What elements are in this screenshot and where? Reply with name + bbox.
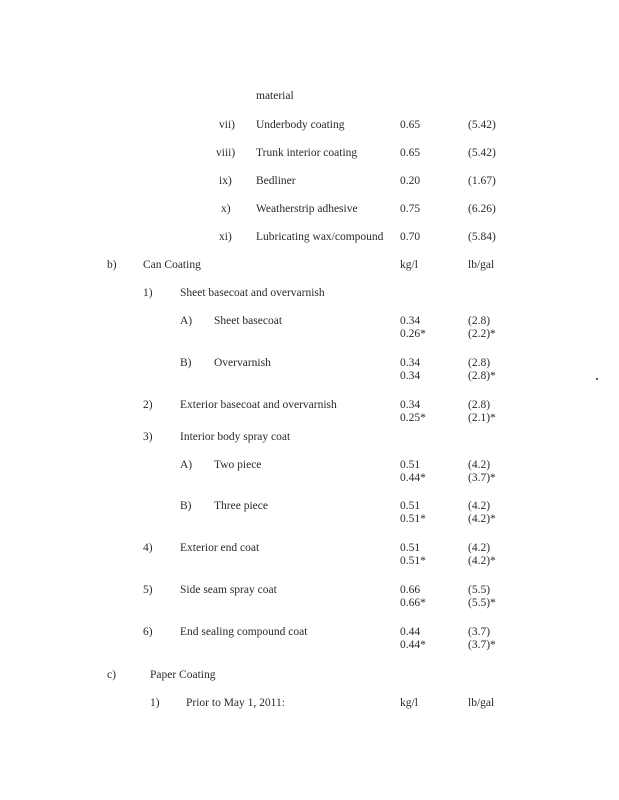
subitem-label: Sheet basecoat (214, 315, 283, 327)
value-kgl-alt: 0.44* (400, 639, 426, 651)
continued-text: material (256, 90, 294, 102)
item-label: Interior body spray coat (180, 431, 291, 443)
unit-lbgal: lb/gal (468, 259, 495, 271)
unit-lbgal: lb/gal (468, 697, 495, 709)
item-number: 1) (143, 287, 153, 299)
item-number: viii) (216, 147, 236, 159)
value-lbgal: (2.8) (468, 357, 491, 369)
value-kgl: 0.51 (400, 500, 421, 512)
item-label: Side seam spray coat (180, 584, 277, 596)
value-kgl: 0.51 (400, 459, 421, 471)
item-label: Exterior basecoat and overvarnish (180, 399, 337, 411)
value-kgl: 0.34 (400, 315, 421, 327)
value-lbgal: (1.67) (468, 175, 496, 187)
value-lbgal: (5.42) (468, 147, 496, 159)
unit-kgl: kg/l (400, 697, 418, 709)
value-lbgal-alt: (3.7)* (468, 639, 496, 651)
value-kgl: 0.34 (400, 399, 421, 411)
value-kgl: 0.51 (400, 542, 421, 554)
item-label: Sheet basecoat and overvarnish (180, 287, 325, 299)
item-number: 2) (143, 399, 153, 411)
section-title: Paper Coating (150, 669, 216, 681)
subitem-label: Overvarnish (214, 357, 271, 369)
value-lbgal: (5.42) (468, 119, 496, 131)
value-lbgal-alt: (2.8)* (468, 370, 496, 382)
value-kgl: 0.75 (400, 203, 421, 215)
value-lbgal: (6.26) (468, 203, 496, 215)
value-kgl-alt: 0.44* (400, 472, 426, 484)
item-number: 4) (143, 542, 153, 554)
item-number: 6) (143, 626, 153, 638)
value-lbgal: (2.8) (468, 315, 491, 327)
value-kgl: 0.70 (400, 231, 421, 243)
value-kgl-alt: 0.66* (400, 597, 426, 609)
item-label: Lubricating wax/compound (256, 231, 384, 243)
item-number: 5) (143, 584, 153, 596)
value-kgl: 0.44 (400, 626, 421, 638)
scan-speck (596, 378, 598, 380)
item-number: ix) (219, 175, 232, 187)
value-kgl: 0.20 (400, 175, 421, 187)
item-number: x) (221, 203, 231, 215)
value-lbgal-alt: (3.7)* (468, 472, 496, 484)
item-label: Trunk interior coating (256, 147, 358, 159)
item-label: Prior to May 1, 2011: (186, 697, 285, 709)
subitem-label: Three piece (214, 500, 268, 512)
item-number: vii) (219, 119, 235, 131)
value-lbgal-alt: (4.2)* (468, 555, 496, 567)
value-kgl: 0.34 (400, 357, 421, 369)
value-lbgal: (4.2) (468, 542, 491, 554)
unit-kgl: kg/l (400, 259, 418, 271)
value-lbgal: (5.84) (468, 231, 496, 243)
section-letter: b) (107, 259, 117, 271)
value-lbgal-alt: (2.2)* (468, 328, 496, 340)
subitem-letter: B) (180, 500, 192, 512)
value-lbgal-alt: (2.1)* (468, 412, 496, 424)
item-label: Exterior end coat (180, 542, 260, 554)
subitem-letter: A) (180, 315, 193, 327)
item-label: Weatherstrip adhesive (256, 203, 358, 215)
value-kgl-alt: 0.51* (400, 555, 426, 567)
value-lbgal: (2.8) (468, 399, 491, 411)
subitem-letter: A) (180, 459, 193, 471)
value-kgl-alt: 0.25* (400, 412, 426, 424)
subitem-label: Two piece (214, 459, 262, 471)
value-lbgal: (3.7) (468, 626, 491, 638)
item-label: Bedliner (256, 175, 296, 187)
value-lbgal: (4.2) (468, 500, 491, 512)
section-title: Can Coating (143, 259, 201, 271)
value-kgl: 0.66 (400, 584, 421, 596)
item-label: Underbody coating (256, 119, 345, 131)
item-number: xi) (219, 231, 232, 243)
item-label: End sealing compound coat (180, 626, 308, 638)
section-letter: c) (107, 669, 116, 681)
value-kgl: 0.65 (400, 147, 421, 159)
value-lbgal-alt: (5.5)* (468, 597, 496, 609)
value-lbgal: (4.2) (468, 459, 491, 471)
value-kgl: 0.65 (400, 119, 421, 131)
item-number: 3) (143, 431, 153, 443)
value-kgl-alt: 0.26* (400, 328, 426, 340)
value-lbgal-alt: (4.2)* (468, 513, 496, 525)
value-kgl-alt: 0.51* (400, 513, 426, 525)
item-number: 1) (150, 697, 160, 709)
subitem-letter: B) (180, 357, 192, 369)
value-kgl-alt: 0.34 (400, 370, 421, 382)
value-lbgal: (5.5) (468, 584, 491, 596)
